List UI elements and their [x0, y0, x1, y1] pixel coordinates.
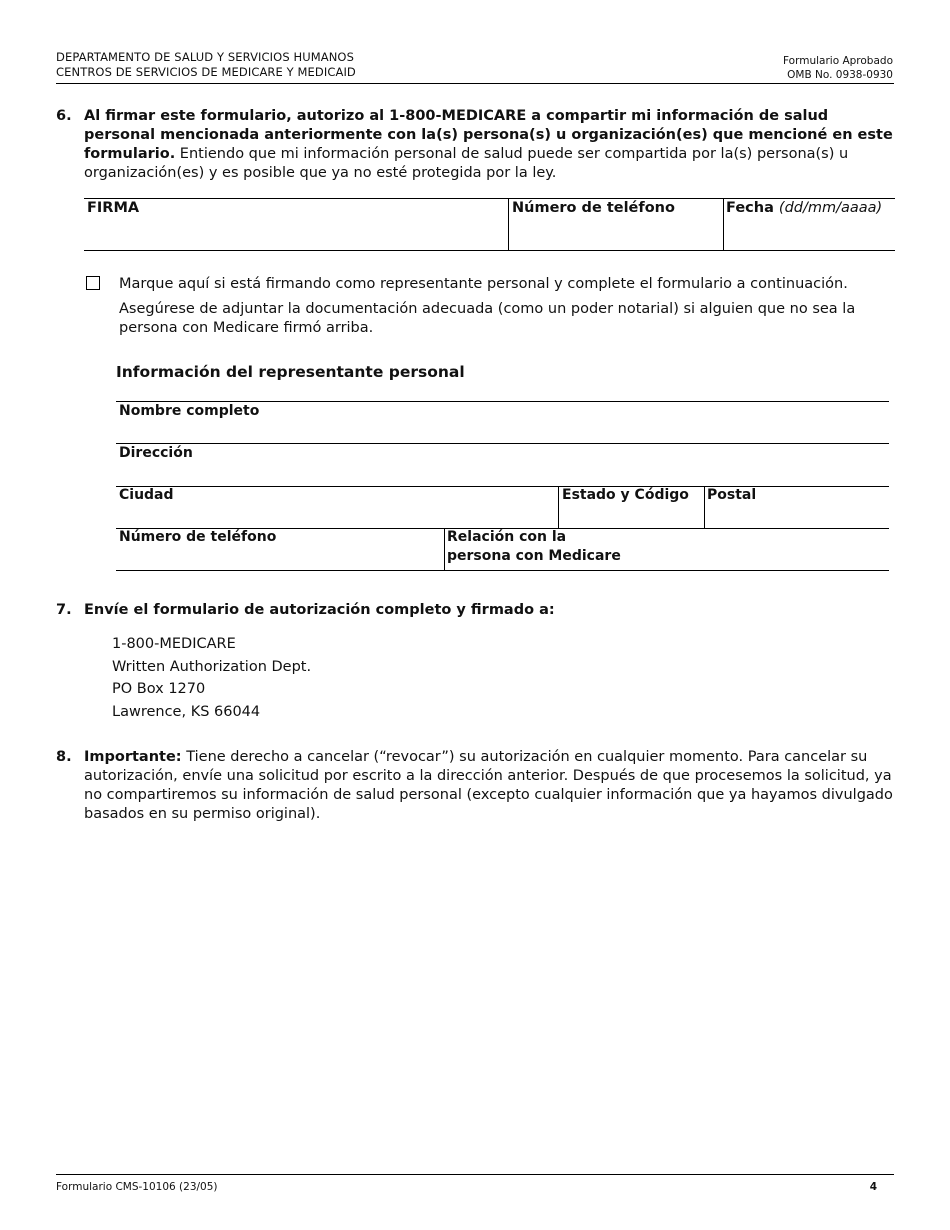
address-line: Lawrence, KS 66044 — [112, 703, 261, 720]
section-7-number: 7. — [56, 602, 72, 618]
agency-header — [56, 50, 356, 80]
address-line: PO Box 1270 — [112, 681, 206, 697]
form-approved-label: Formulario Aprobado — [783, 55, 893, 67]
section-7-heading: Envíe el formulario de autorización completo y firmado a: — [84, 602, 555, 618]
full-name-field[interactable]: Nombre completo — [119, 403, 260, 419]
address-line: 1-800-MEDICARE — [112, 636, 236, 652]
postal-field[interactable]: Postal — [707, 487, 757, 503]
signature-phone-label: Número de teléfono — [512, 200, 675, 216]
section-6-paragraph — [84, 107, 899, 183]
section-8-bold-text: Importante: — [84, 749, 182, 765]
city-field[interactable]: Ciudad — [119, 487, 174, 503]
signature-divider-2 — [723, 198, 724, 250]
signature-field-label: FIRMA — [87, 200, 140, 216]
relationship-label-line-2: persona con Medicare — [447, 548, 621, 564]
representative-section-title: Información del representante personal — [116, 363, 465, 381]
section-8-paragraph — [84, 748, 899, 824]
checkbox-note: Asegúrese de adjuntar la documentación adecuada (como un poder notarial) si alguien que no sea la persona con Medicare firmó arriba. — [119, 301, 856, 336]
personal-representative-checkbox[interactable] — [86, 276, 100, 290]
signature-divider-1 — [508, 198, 509, 250]
state-field[interactable]: Estado y Código — [562, 487, 689, 503]
relationship-field[interactable] — [447, 528, 647, 566]
address-line: Written Authorization Dept. — [112, 658, 312, 675]
signature-date-label — [726, 199, 882, 217]
page-number: 4 — [869, 1181, 877, 1193]
section-6-number: 6. — [56, 108, 72, 124]
rep-form-line — [116, 486, 889, 487]
rep-form-line — [116, 570, 889, 571]
omb-number: OMB No. 0938-0930 — [787, 69, 893, 81]
checkbox-label: Marque aquí si está firmando como representante personal y complete el formulario a continuación. — [119, 276, 848, 292]
form-approval-block — [783, 54, 893, 82]
rep-form-divider — [704, 486, 705, 528]
section-8-text: Tiene derecho a cancelar (“revocar”) su autorización en cualquier momento. Para cancelar su autorización, envíe una solicitud por escrito a la dirección anterior. Después de que procesemos la solicitud, ya no compartiremos su información de salud personal (excepto cualquier información que ya hayamos divulgado basados en su permiso original). — [84, 749, 893, 822]
agency-line-2: CENTROS DE SERVICIOS DE MEDICARE Y MEDICAID — [56, 65, 356, 79]
rep-form-divider — [444, 528, 445, 570]
rep-form-divider — [558, 486, 559, 528]
address-field[interactable]: Dirección — [119, 445, 193, 461]
header-divider — [56, 83, 894, 84]
section-8-number: 8. — [56, 749, 72, 765]
rep-form-line — [116, 443, 889, 444]
mailing-address — [112, 633, 311, 723]
footer-divider — [56, 1174, 894, 1175]
date-format-hint: (dd/mm/aaaa) — [778, 200, 883, 216]
section-6-text: Entiendo que mi información personal de salud puede ser compartida por la(s) persona(s) u organización(es) y es posible que ya no esté protegida por la ley. — [84, 146, 849, 181]
section-6-bold-text: Al firmar este formulario, autorizo al 1-800-MEDICARE a compartir mi información de salud personal mencionada anteriormente con la(s) persona(s) u organización(es) que mencioné en este formulario. — [84, 108, 893, 162]
form-id: Formulario CMS-10106 (23/05) — [56, 1181, 218, 1193]
relationship-label-line-1: Relación con la — [447, 529, 567, 545]
agency-line-1: DEPARTAMENTO DE SALUD Y SERVICIOS HUMANOS — [56, 50, 354, 64]
date-label: Fecha — [726, 200, 774, 216]
signature-table-bottom-line — [84, 250, 895, 251]
rep-phone-field[interactable]: Número de teléfono — [119, 529, 277, 545]
